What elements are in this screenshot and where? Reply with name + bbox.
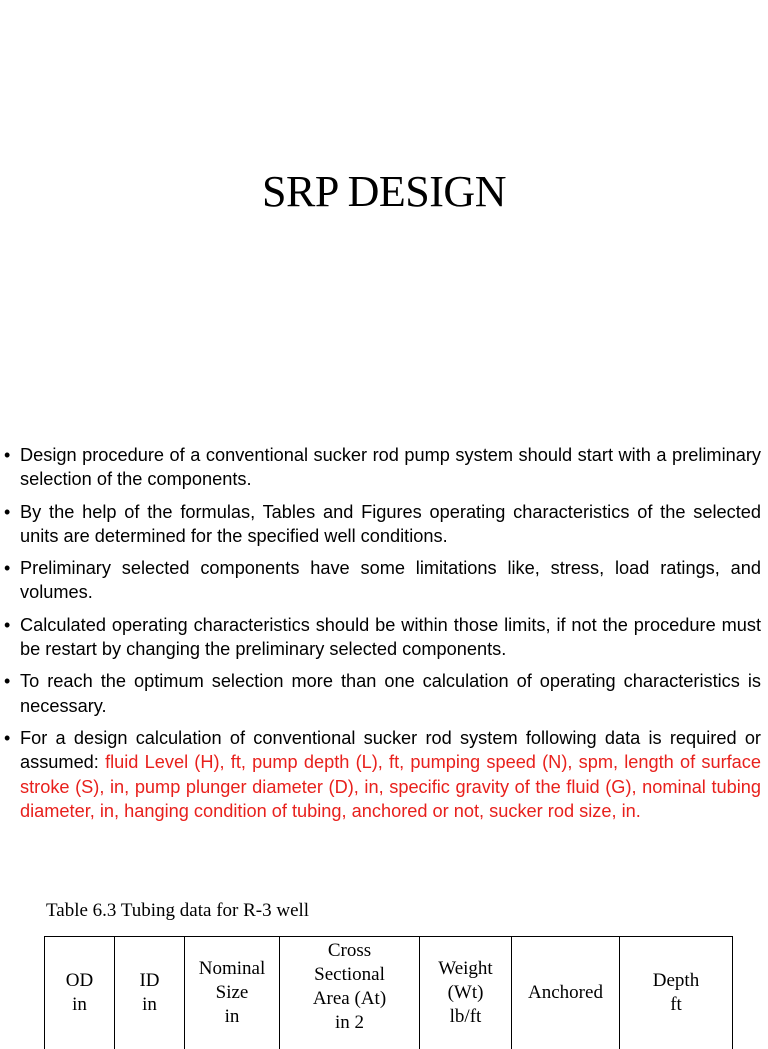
header-line: lb/ft <box>422 1005 509 1029</box>
header-line: (Wt) <box>422 981 509 1005</box>
bullet-item <box>4 669 761 718</box>
bullet-dot: • <box>4 500 10 524</box>
bullet-item <box>4 613 761 662</box>
header-od <box>45 937 115 1049</box>
header-cross-sectional-area <box>280 937 420 1049</box>
header-id <box>115 937 185 1049</box>
bullet-item <box>4 443 761 492</box>
bullet-text: To reach the optimum selection more than one calculation of operating characteristics is necessary. <box>20 671 761 715</box>
bullet-dot: • <box>4 556 10 580</box>
bullet-list <box>4 443 761 831</box>
slide-title: SRP DESIGN <box>0 164 768 220</box>
bullet-dot: • <box>4 726 10 750</box>
header-line: in <box>47 993 112 1017</box>
header-depth <box>620 937 733 1049</box>
tubing-data-table <box>44 936 733 1049</box>
table-caption: Table 6.3 Tubing data for R-3 well <box>46 900 309 922</box>
header-line: Nominal <box>187 957 277 981</box>
header-line: Size <box>187 981 277 1005</box>
bullet-text: By the help of the formulas, Tables and Figures operating characteristics of the selected units are determined for the specified well conditions. <box>20 502 761 546</box>
header-line: in <box>187 1005 277 1029</box>
required-data-highlight: fluid Level (H), ft, pump depth (L), ft, pumping speed (N), spm, length of surface stroke (S), in, pump plunger diameter (D), in, specific gravity of the fluid (G), nominal tubing diameter, in, hanging condition of tubing, anchored or not, sucker rod size, in. <box>20 752 761 821</box>
header-line: in 2 <box>282 1011 417 1035</box>
bullet-item <box>4 726 761 823</box>
header-line: ID <box>117 969 182 993</box>
header-line: Cross <box>282 939 417 963</box>
header-line: ft <box>622 993 730 1017</box>
bullet-text: Calculated operating characteristics should be within those limits, if not the procedure must be restart by changing the preliminary selected components. <box>20 615 761 659</box>
bullet-text: Preliminary selected components have some limitations like, stress, load ratings, and volumes. <box>20 558 761 602</box>
bullet-dot: • <box>4 443 10 467</box>
header-line: Sectional <box>282 963 417 987</box>
header-line: Area (At) <box>282 987 417 1011</box>
header-line: Weight <box>422 957 509 981</box>
header-anchored <box>512 937 620 1049</box>
header-weight <box>420 937 512 1049</box>
bullet-dot: • <box>4 613 10 637</box>
header-line: OD <box>47 969 112 993</box>
bullet-text: Design procedure of a conventional sucker rod pump system should start with a preliminary selection of the components. <box>20 445 761 489</box>
header-line: in <box>117 993 182 1017</box>
bullet-item <box>4 500 761 549</box>
table-header-row <box>45 937 733 1049</box>
header-line: Depth <box>622 969 730 993</box>
header-nominal-size <box>185 937 280 1049</box>
bullet-text: For a design calculation of conventional sucker rod system following data is required or assumed: <box>20 728 761 772</box>
header-line: Anchored <box>514 981 617 1005</box>
bullet-dot: • <box>4 669 10 693</box>
bullet-item <box>4 556 761 605</box>
